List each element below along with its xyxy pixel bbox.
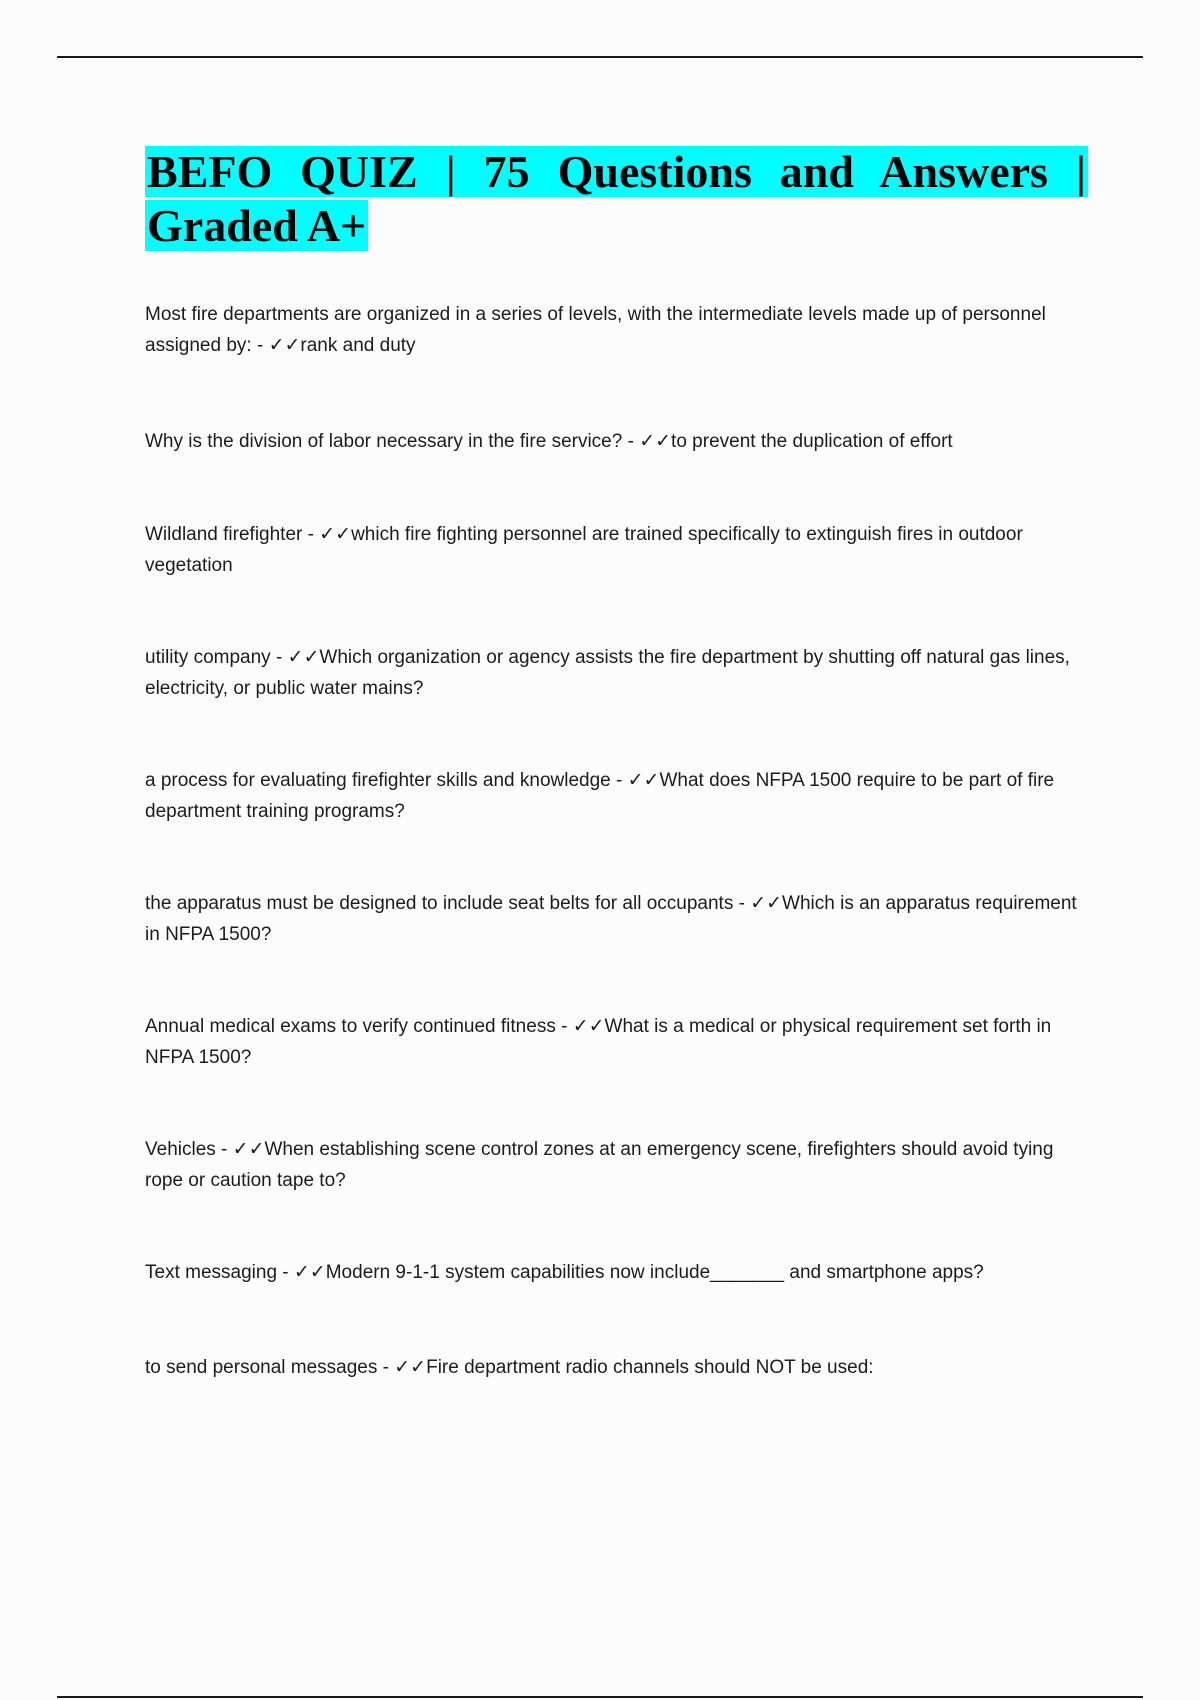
qa-item: Most fire departments are organized in a series of levels, with the intermediate levels made up of personnel assigned by: - ✓✓rank and duty (145, 304, 1046, 356)
qa-item: Why is the division of labor necessary in the fire service? - ✓✓to prevent the duplication of effort (145, 431, 953, 452)
top-rule (57, 56, 1143, 58)
qa-item: Text messaging - ✓✓Modern 9-1-1 system capabilities now include_______ and smartphone apps? (145, 1262, 984, 1283)
qa-item: utility company - ✓✓Which organization or agency assists the fire department by shutting off natural gas lines, electricity, or public water mains? (145, 647, 1070, 699)
qa-item: Vehicles - ✓✓When establishing scene control zones at an emergency scene, firefighters should avoid tying rope or caution tape to? (145, 1139, 1054, 1191)
title-highlight: BEFO QUIZ | 75 Questions and Answers | Graded A+ (147, 146, 1086, 251)
qa-item: the apparatus must be designed to include seat belts for all occupants - ✓✓Which is an apparatus requirement in NFPA 1500? (145, 893, 1077, 945)
document-title (145, 145, 1088, 253)
qa-item: to send personal messages - ✓✓Fire department radio channels should NOT be used: (145, 1357, 874, 1378)
qa-item: a process for evaluating firefighter skills and knowledge - ✓✓What does NFPA 1500 require to be part of fire department training programs? (145, 770, 1055, 822)
qa-item: Wildland firefighter - ✓✓which fire fighting personnel are trained specifically to extinguish fires in outdoor vegetation (145, 524, 1023, 576)
qa-item: Annual medical exams to verify continued fitness - ✓✓What is a medical or physical requirement set forth in NFPA 1500? (145, 1016, 1052, 1068)
bottom-rule (57, 1696, 1143, 1698)
